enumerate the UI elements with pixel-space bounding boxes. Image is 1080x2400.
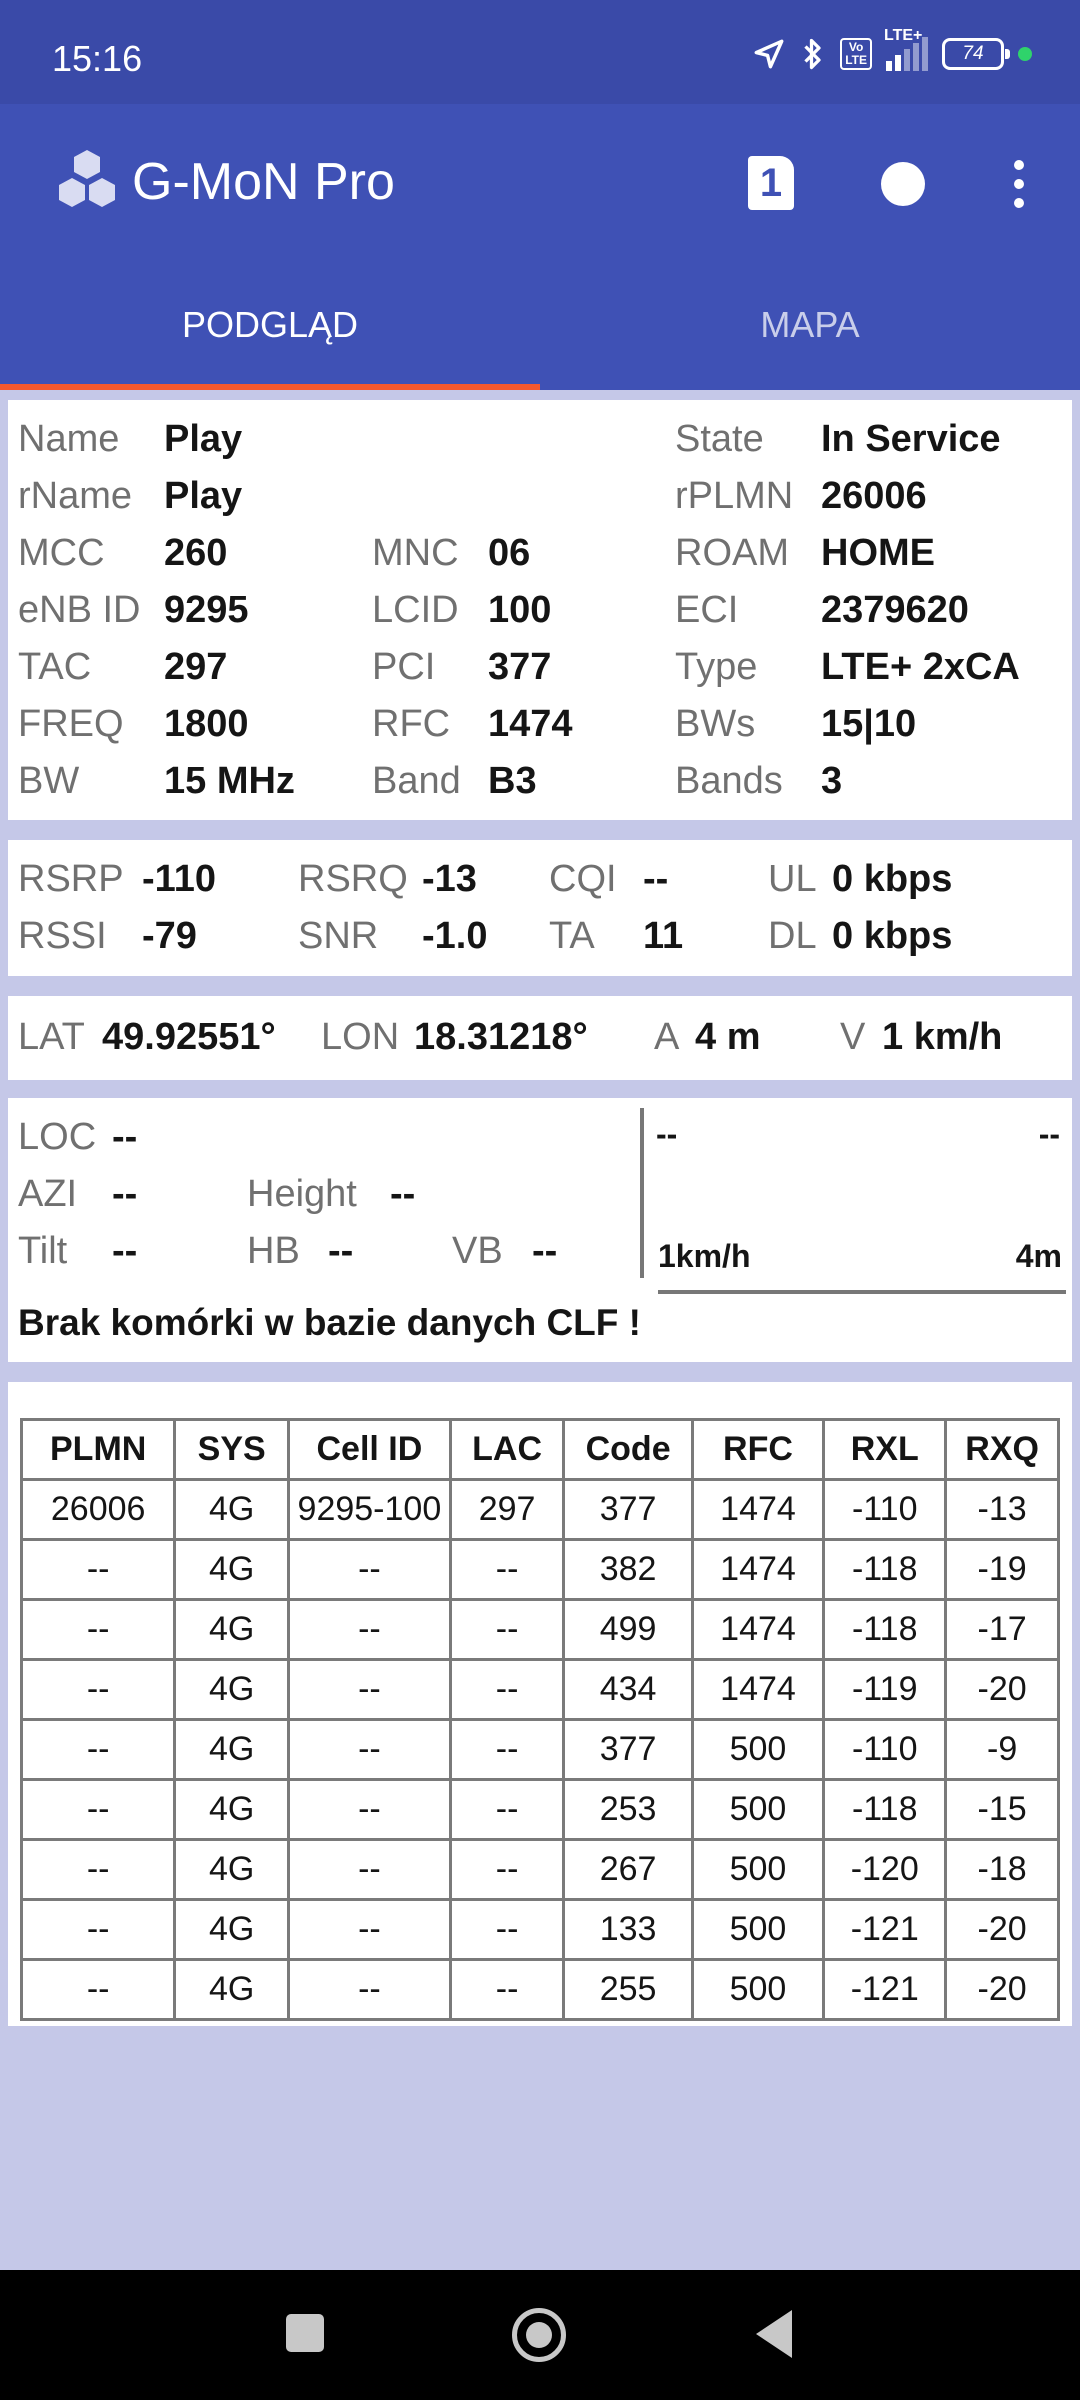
eci-label: ECI bbox=[675, 589, 739, 631]
tab-podglad[interactable]: PODGLĄD bbox=[0, 254, 540, 390]
table-cell: -- bbox=[289, 1720, 451, 1780]
table-cell: -15 bbox=[946, 1780, 1059, 1840]
height-value: -- bbox=[390, 1173, 416, 1215]
mnc-label: MNC bbox=[372, 532, 459, 574]
ta-value: 11 bbox=[643, 915, 684, 957]
table-header-row bbox=[22, 1420, 1059, 1480]
table-cell: 4G bbox=[175, 1540, 289, 1600]
table-cell: -118 bbox=[824, 1780, 946, 1840]
status-time: 15:16 bbox=[52, 38, 143, 79]
table-cell: 1474 bbox=[692, 1480, 823, 1540]
table-cell: -121 bbox=[824, 1960, 946, 2020]
column-header: Code bbox=[564, 1420, 692, 1480]
velocity-value: 1 km/h bbox=[882, 1016, 1003, 1058]
loc-label: LOC bbox=[18, 1116, 97, 1158]
record-button[interactable] bbox=[881, 162, 925, 206]
ul-value: 0 kbps bbox=[832, 858, 953, 900]
signal-card bbox=[8, 840, 1072, 976]
altitude-label: A bbox=[654, 1016, 680, 1058]
table-cell: 500 bbox=[692, 1960, 823, 2020]
tilt-label: Tilt bbox=[18, 1230, 68, 1272]
table-row bbox=[22, 1540, 1059, 1600]
app-bar bbox=[0, 104, 1080, 254]
table-cell: -121 bbox=[824, 1900, 946, 1960]
lat-label: LAT bbox=[18, 1016, 85, 1058]
clf-card bbox=[8, 1098, 1072, 1362]
loc-value: -- bbox=[112, 1116, 138, 1158]
tilt-value: -- bbox=[112, 1230, 138, 1272]
column-header: SYS bbox=[175, 1420, 289, 1480]
tac-value: 297 bbox=[164, 646, 228, 688]
table-row bbox=[22, 1840, 1059, 1900]
table-row bbox=[22, 1480, 1059, 1540]
table-cell: 500 bbox=[692, 1840, 823, 1900]
table-cell: 133 bbox=[564, 1900, 692, 1960]
table-cell: -- bbox=[289, 1660, 451, 1720]
table-cell: -120 bbox=[824, 1840, 946, 1900]
volte-icon: Vo LTE bbox=[840, 38, 872, 70]
roam-label: ROAM bbox=[675, 532, 789, 574]
cqi-label: CQI bbox=[549, 858, 617, 900]
table-cell: -- bbox=[450, 1540, 564, 1600]
system-navigation-bar bbox=[0, 2270, 1080, 2400]
table-cell: -- bbox=[22, 1660, 175, 1720]
table-cell: -- bbox=[22, 1600, 175, 1660]
column-header: RXL bbox=[824, 1420, 946, 1480]
bluetooth-icon bbox=[800, 36, 826, 72]
altitude-value: 4 m bbox=[695, 1016, 761, 1058]
type-label: Type bbox=[675, 646, 758, 688]
graph-baseline bbox=[658, 1290, 1066, 1294]
table-cell: 4G bbox=[175, 1780, 289, 1840]
bw-value: 15 MHz bbox=[164, 760, 295, 802]
location-arrow-icon bbox=[752, 37, 786, 71]
table-cell: -- bbox=[22, 1840, 175, 1900]
table-cell: 382 bbox=[564, 1540, 692, 1600]
table-cell: 4G bbox=[175, 1960, 289, 2020]
graph-speed-label: 1km/h bbox=[658, 1238, 751, 1274]
mnc-value: 06 bbox=[488, 532, 531, 574]
lcid-value: 100 bbox=[488, 589, 552, 631]
status-bar bbox=[0, 0, 1080, 104]
name-value: Play bbox=[164, 418, 243, 460]
tab-mapa[interactable]: MAPA bbox=[760, 304, 860, 345]
mcc-label: MCC bbox=[18, 532, 105, 574]
app-logo-icon bbox=[52, 146, 122, 216]
table-cell: 4G bbox=[175, 1900, 289, 1960]
table-row bbox=[22, 1720, 1059, 1780]
bw-label: BW bbox=[18, 760, 80, 802]
vb-value: -- bbox=[532, 1230, 558, 1272]
table-cell: 500 bbox=[692, 1780, 823, 1840]
graph-accuracy-label: 4m bbox=[1015, 1238, 1062, 1274]
table-cell: -- bbox=[289, 1840, 451, 1900]
rfc-value: 1474 bbox=[488, 703, 573, 745]
clf-missing-message: Brak komórki w bazie danych CLF ! bbox=[18, 1302, 641, 1343]
pci-label: PCI bbox=[372, 646, 436, 688]
bands-value: 3 bbox=[821, 760, 843, 802]
table-cell: -- bbox=[289, 1960, 451, 2020]
band-label: Band bbox=[372, 760, 461, 802]
table-cell: -- bbox=[22, 1960, 175, 2020]
enb-value: 9295 bbox=[164, 589, 249, 631]
table-cell: 255 bbox=[564, 1960, 692, 2020]
table-row bbox=[22, 1600, 1059, 1660]
table-cell: 4G bbox=[175, 1840, 289, 1900]
table-cell: -119 bbox=[824, 1660, 946, 1720]
graph-top-right: -- bbox=[1038, 1116, 1060, 1152]
overflow-menu-icon[interactable] bbox=[1012, 160, 1026, 208]
freq-value: 1800 bbox=[164, 703, 249, 745]
table-cell: -- bbox=[450, 1840, 564, 1900]
snr-value: -1.0 bbox=[422, 915, 488, 957]
state-value: In Service bbox=[821, 418, 1001, 460]
rname-value: Play bbox=[164, 475, 243, 517]
lon-value: 18.31218° bbox=[414, 1016, 588, 1058]
table-cell: -- bbox=[450, 1780, 564, 1840]
column-header: RFC bbox=[692, 1420, 823, 1480]
rsrp-label: RSRP bbox=[18, 858, 124, 900]
table-cell: -- bbox=[22, 1540, 175, 1600]
table-cell: 434 bbox=[564, 1660, 692, 1720]
rplmn-value: 26006 bbox=[821, 475, 927, 517]
rssi-label: RSSI bbox=[18, 915, 107, 957]
table-row bbox=[22, 1660, 1059, 1720]
rssi-value: -79 bbox=[142, 915, 197, 957]
app-title: G-MoN Pro bbox=[132, 153, 395, 211]
table-cell: -118 bbox=[824, 1600, 946, 1660]
cell-info-card bbox=[8, 400, 1072, 820]
lon-label: LON bbox=[321, 1016, 400, 1058]
home-button[interactable] bbox=[512, 2308, 566, 2362]
table-cell: -- bbox=[22, 1900, 175, 1960]
table-cell: -118 bbox=[824, 1540, 946, 1600]
table-cell: -- bbox=[450, 1600, 564, 1660]
battery-icon bbox=[942, 38, 1004, 70]
table-cell: 499 bbox=[564, 1600, 692, 1660]
pci-value: 377 bbox=[488, 646, 552, 688]
ta-label: TA bbox=[549, 915, 595, 957]
table-cell: 26006 bbox=[22, 1480, 175, 1540]
graph-divider bbox=[640, 1108, 644, 1278]
table-cell: 253 bbox=[564, 1780, 692, 1840]
table-cell: -- bbox=[289, 1540, 451, 1600]
table-cell: 9295-100 bbox=[289, 1480, 451, 1540]
table-row bbox=[22, 1780, 1059, 1840]
velocity-label: V bbox=[840, 1016, 866, 1058]
table-cell: -- bbox=[289, 1600, 451, 1660]
table-cell: -19 bbox=[946, 1540, 1059, 1600]
table-cell: -110 bbox=[824, 1720, 946, 1780]
table-cell: -- bbox=[289, 1900, 451, 1960]
rfc-label: RFC bbox=[372, 703, 451, 745]
table-row bbox=[22, 1900, 1059, 1960]
vb-label: VB bbox=[452, 1230, 503, 1272]
table-cell: 4G bbox=[175, 1600, 289, 1660]
neighbor-cells-card bbox=[8, 1382, 1072, 2026]
table-cell: 1474 bbox=[692, 1600, 823, 1660]
dl-value: 0 kbps bbox=[832, 915, 953, 957]
table-cell: -- bbox=[450, 1660, 564, 1720]
table-cell: 297 bbox=[450, 1480, 564, 1540]
location-card bbox=[8, 996, 1072, 1080]
column-header: LAC bbox=[450, 1420, 564, 1480]
state-label: State bbox=[675, 418, 764, 460]
table-cell: -13 bbox=[946, 1480, 1059, 1540]
rsrq-value: -13 bbox=[422, 858, 477, 900]
column-header: Cell ID bbox=[289, 1420, 451, 1480]
lcid-label: LCID bbox=[372, 589, 459, 631]
table-cell: -20 bbox=[946, 1960, 1059, 2020]
column-header: RXQ bbox=[946, 1420, 1059, 1480]
rsrp-value: -110 bbox=[142, 858, 216, 900]
table-cell: -- bbox=[22, 1780, 175, 1840]
table-cell: 4G bbox=[175, 1660, 289, 1720]
table-cell: 500 bbox=[692, 1900, 823, 1960]
azi-value: -- bbox=[112, 1173, 138, 1215]
table-cell: -- bbox=[289, 1780, 451, 1840]
signal-strength-icon bbox=[884, 27, 928, 71]
bws-label: BWs bbox=[675, 703, 756, 745]
freq-label: FREQ bbox=[18, 703, 124, 745]
hb-label: HB bbox=[247, 1230, 300, 1272]
table-cell: -20 bbox=[946, 1900, 1059, 1960]
lat-value: 49.92551° bbox=[102, 1016, 276, 1058]
table-cell: -- bbox=[22, 1720, 175, 1780]
sim-slot-number: 1 bbox=[759, 161, 783, 205]
bws-value: 15|10 bbox=[821, 703, 917, 745]
table-cell: -110 bbox=[824, 1480, 946, 1540]
eci-value: 2379620 bbox=[821, 589, 969, 631]
table-cell: 267 bbox=[564, 1840, 692, 1900]
name-label: Name bbox=[18, 418, 120, 460]
ul-label: UL bbox=[768, 858, 817, 900]
tac-label: TAC bbox=[18, 646, 92, 688]
type-value: LTE+ 2xCA bbox=[821, 646, 1020, 688]
table-cell: 1474 bbox=[692, 1660, 823, 1720]
table-cell: 1474 bbox=[692, 1540, 823, 1600]
snr-label: SNR bbox=[298, 915, 379, 957]
table-cell: -- bbox=[450, 1960, 564, 2020]
neighbor-cells-table bbox=[20, 1418, 1060, 2021]
table-cell: 500 bbox=[692, 1720, 823, 1780]
bands-label: Bands bbox=[675, 760, 783, 802]
table-cell: 4G bbox=[175, 1480, 289, 1540]
status-icons bbox=[752, 27, 1032, 74]
column-header: PLMN bbox=[22, 1420, 175, 1480]
tab-bar bbox=[0, 254, 1080, 390]
recent-apps-button[interactable] bbox=[286, 2314, 324, 2352]
table-row bbox=[22, 1960, 1059, 2020]
table-cell: 4G bbox=[175, 1720, 289, 1780]
table-cell: -9 bbox=[946, 1720, 1059, 1780]
height-label: Height bbox=[247, 1173, 357, 1215]
enb-label: eNB ID bbox=[18, 589, 141, 631]
dl-label: DL bbox=[768, 915, 817, 957]
rplmn-label: rPLMN bbox=[675, 475, 794, 517]
rname-label: rName bbox=[18, 475, 133, 517]
azi-label: AZI bbox=[18, 1173, 78, 1215]
privacy-indicator-icon bbox=[1018, 47, 1032, 61]
table-cell: -20 bbox=[946, 1660, 1059, 1720]
cqi-value: -- bbox=[643, 858, 669, 900]
roam-value: HOME bbox=[821, 532, 935, 574]
table-cell: -- bbox=[450, 1900, 564, 1960]
network-type-label: LTE+ bbox=[884, 27, 923, 44]
table-cell: 377 bbox=[564, 1720, 692, 1780]
mcc-value: 260 bbox=[164, 532, 228, 574]
hb-value: -- bbox=[328, 1230, 354, 1272]
sim-card-icon[interactable] bbox=[748, 156, 794, 210]
battery-level: 74 bbox=[962, 43, 984, 64]
table-cell: -- bbox=[450, 1720, 564, 1780]
rsrq-label: RSRQ bbox=[298, 858, 408, 900]
table-cell: -17 bbox=[946, 1600, 1059, 1660]
back-button[interactable] bbox=[756, 2310, 792, 2358]
band-value: B3 bbox=[488, 760, 537, 802]
table-cell: 377 bbox=[564, 1480, 692, 1540]
table-cell: -18 bbox=[946, 1840, 1059, 1900]
graph-top-left: -- bbox=[656, 1116, 678, 1152]
